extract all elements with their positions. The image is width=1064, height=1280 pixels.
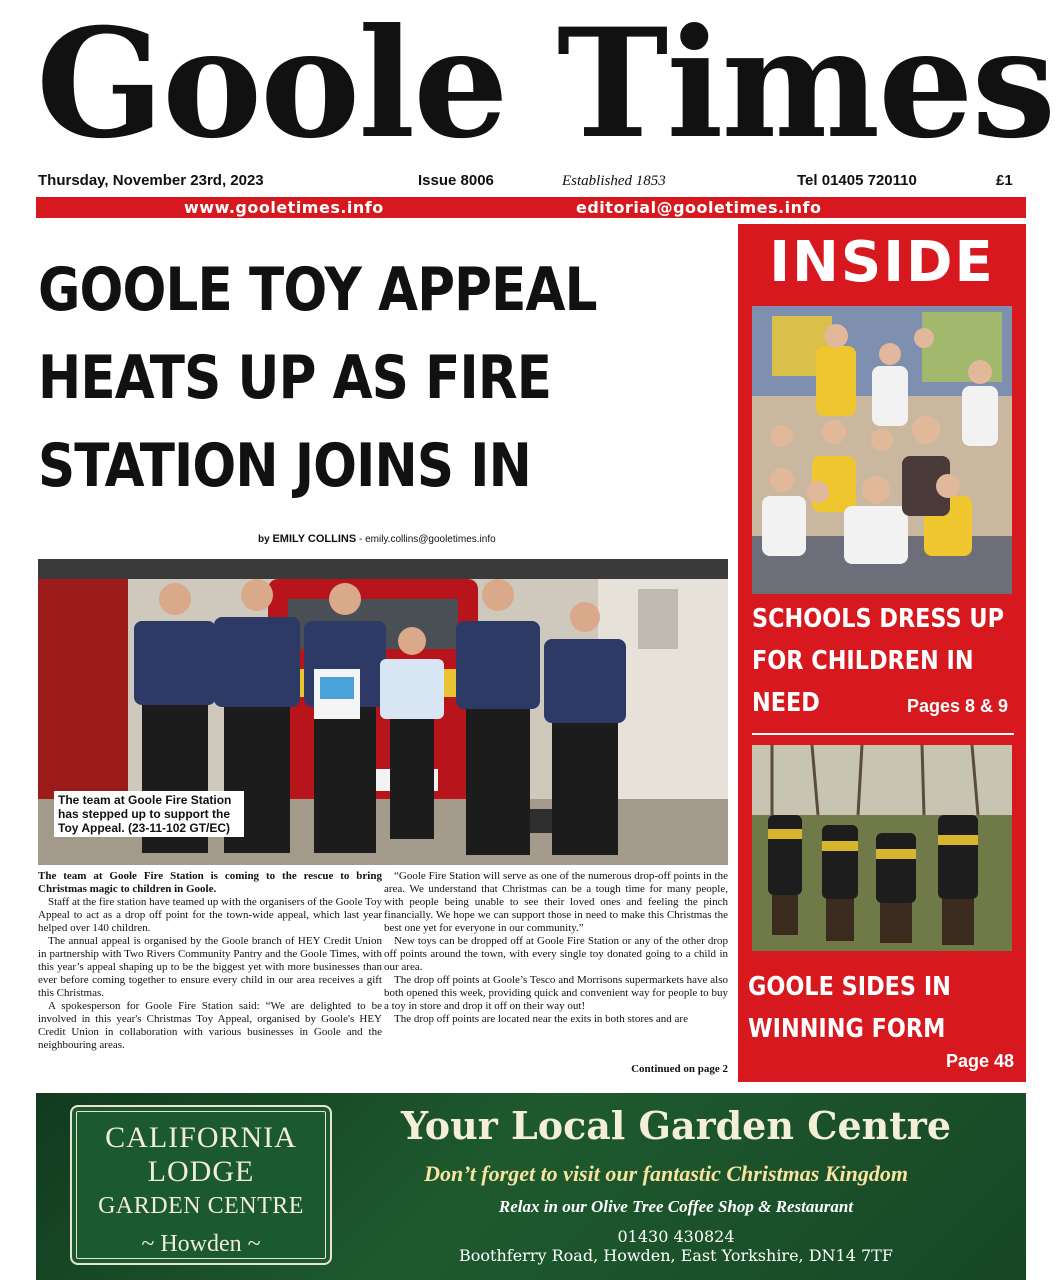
masthead-title: Goole Times: [36, 0, 1055, 172]
inside-story-2-headline[interactable]: [748, 966, 980, 1050]
contact-bar: [36, 197, 1026, 218]
article-paragraph: The team at Goole Fire Station is coming to the rescue to bring Christmas magic to children in Goole.: [38, 870, 382, 895]
article-paragraph: “Goole Fire Station will serve as one of the numerous drop-off points in the area. We understand that Christmas can be a tough time for many people, with people being unable to see their loved ones and feeling the pinch financially. We hope we can support those in need to make this Christmas the best one yet for everyone in our community.”: [384, 870, 728, 934]
logo-line: ~ Howden ~: [141, 1231, 261, 1257]
article-column-1: [38, 870, 382, 1052]
advert-title: Your Local Garden Centre: [400, 1103, 952, 1148]
telephone: Tel 01405 720110: [797, 172, 917, 189]
website-link[interactable]: www.gooletimes.info: [184, 198, 384, 217]
rugby-illustration: [752, 745, 1012, 951]
inside-title: INSIDE: [769, 230, 995, 295]
article-column-2: [384, 870, 728, 1026]
cover-price: £1: [996, 172, 1013, 189]
logo-line: LODGE: [147, 1155, 255, 1188]
photo-caption: The team at Goole Fire Station has stepped up to support the Toy Appeal. (23-11-102 GT/EC): [54, 791, 244, 837]
schools-illustration: [752, 306, 1012, 594]
continued-link[interactable]: Continued on page 2: [631, 1063, 728, 1075]
inside-story-1-pages: Pages 8 & 9: [906, 696, 1008, 716]
garden-centre-logo: [70, 1105, 332, 1265]
inside-story-2-pages: Page 48: [945, 1051, 1014, 1071]
headline-line: STATION JOINS IN: [38, 431, 531, 501]
story-line: GOOLE SIDES IN: [748, 972, 951, 1002]
email-link[interactable]: editorial@gooletimes.info: [576, 198, 822, 217]
article-paragraph: A spokesperson for Goole Fire Station said: “We are delighted to be involved in this year's Christmas Toy Appeal, organised by Goole's HEY Credit Union in collaboration with various businesses in Goole and the neighbouring areas.: [38, 1000, 382, 1051]
lead-headline: [38, 246, 640, 510]
byline: [258, 533, 496, 545]
garden-centre-advert[interactable]: [36, 1093, 1026, 1280]
byline-by: by: [258, 534, 270, 545]
story-line: WINNING FORM: [748, 1014, 946, 1044]
article-paragraph: Staff at the fire station have teamed up with the organisers of the Goole Toy Appeal to act as a drop off point for the town-wide appeal, which last year helped over 140 children.: [38, 896, 382, 934]
story-line: FOR CHILDREN IN: [752, 646, 974, 676]
author-name: EMILY COLLINS: [272, 533, 357, 545]
rugby-photo[interactable]: [752, 745, 1012, 951]
inside-panel: [738, 224, 1026, 1082]
schools-photo[interactable]: [752, 306, 1012, 594]
advert-tagline: Don’t forget to visit our fantastic Christmas Kingdom: [424, 1161, 908, 1186]
headline-line: HEATS UP AS FIRE: [38, 343, 552, 413]
logo-line: GARDEN CENTRE: [98, 1193, 304, 1219]
logo-line: CALIFORNIA: [105, 1121, 297, 1154]
story-line: SCHOOLS DRESS UP: [752, 604, 1004, 634]
author-email[interactable]: - emily.collins@gooletimes.info: [358, 534, 496, 545]
article-paragraph: The drop off points at Goole’s Tesco and Morrisons supermarkets have also both opened this week, providing quick and convenient way for people to buy a toy in store and drop it off on their way out!: [384, 974, 728, 1012]
inside-divider: [752, 733, 1014, 735]
article-paragraph: New toys can be dropped off at Goole Fire Station or any of the other drop off points around the town, with every single toy donated going to a child in our area.: [384, 935, 728, 973]
advert-phone: 01430 430824: [617, 1227, 735, 1246]
issue-date: Thursday, November 23rd, 2023: [38, 172, 264, 189]
headline-line: GOOLE TOY APPEAL: [38, 255, 597, 325]
story-line: NEED: [752, 688, 820, 718]
fire-station-photo: [38, 559, 728, 865]
article-paragraph: The annual appeal is organised by the Goole branch of HEY Credit Union in partnership with Two Rivers Community Pantry and the Goole Times, with this year’s appeal shaping up to be the biggest yet with more businesses than ever before coming together to ensure every child in our area receives a gift this Christmas.: [38, 935, 382, 999]
article-paragraph: The drop off points are located near the exits in both stores and are: [394, 1013, 688, 1025]
advert-subline: Relax in our Olive Tree Coffee Shop & Restaurant: [498, 1197, 854, 1216]
advert-address: Boothferry Road, Howden, East Yorkshire, DN14 7TF: [459, 1246, 893, 1265]
issue-number: Issue 8006: [418, 172, 494, 189]
established-note: Established 1853: [562, 173, 666, 189]
